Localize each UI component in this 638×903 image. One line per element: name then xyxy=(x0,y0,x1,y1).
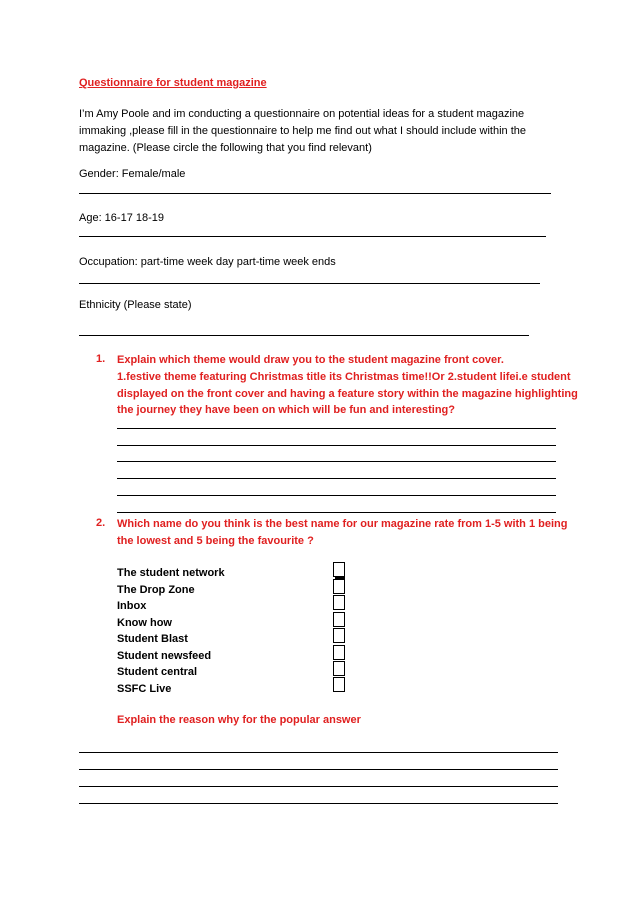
magazine-name-option: Student newsfeed xyxy=(117,650,212,662)
occupation-answer-line[interactable] xyxy=(79,283,540,284)
magazine-name-option: Student Blast xyxy=(117,633,188,645)
occupation-field-label: Occupation: part-time week day part-time week ends xyxy=(79,256,336,268)
question-1-answer-line[interactable] xyxy=(117,478,556,479)
magazine-name-option: The student network xyxy=(117,567,225,579)
magazine-name-option: Know how xyxy=(117,617,172,629)
question-1-answer-line[interactable] xyxy=(117,495,556,496)
question-1-answer-line[interactable] xyxy=(117,512,556,513)
rating-box[interactable] xyxy=(333,677,345,692)
magazine-name-option: SSFC Live xyxy=(117,683,172,695)
question-1-line-1: Explain which theme would draw you to the student magazine front cover. xyxy=(117,354,504,366)
intro-line-1: I’m Amy Poole and im conducting a questionnaire on potential ideas for a student magazine xyxy=(79,108,525,120)
question-1-line-2: 1.festive theme featuring Christmas title its Christmas time!!Or 2.student lifei.e student xyxy=(117,371,571,383)
gender-field-label: Gender: Female/male xyxy=(79,168,186,180)
gender-answer-line[interactable] xyxy=(79,193,551,194)
explain-answer-line[interactable] xyxy=(79,752,558,753)
ethnicity-answer-line[interactable] xyxy=(79,335,529,336)
explain-answer-line[interactable] xyxy=(79,803,558,804)
magazine-name-option: The Drop Zone xyxy=(117,584,195,596)
ethnicity-field-label: Ethnicity (Please state) xyxy=(79,299,192,311)
question-2-explain-prompt: Explain the reason why for the popular answer xyxy=(117,714,361,726)
question-2-line-1: Which name do you think is the best name for our magazine rate from 1-5 with 1 being xyxy=(117,518,568,530)
rating-box[interactable] xyxy=(333,628,345,643)
rating-box[interactable] xyxy=(333,595,345,610)
question-1-answer-line[interactable] xyxy=(117,461,556,462)
question-2-line-2: the lowest and 5 being the favourite ? xyxy=(117,535,314,547)
question-1-line-3: displayed on the front cover and having a feature story within the magazine highlighting xyxy=(117,388,578,400)
rating-box[interactable] xyxy=(333,645,345,660)
explain-answer-line[interactable] xyxy=(79,786,558,787)
rating-box[interactable] xyxy=(333,562,345,577)
magazine-name-option: Student central xyxy=(117,666,198,678)
rating-box[interactable] xyxy=(333,661,345,676)
question-1-answer-line[interactable] xyxy=(117,428,556,429)
rating-box[interactable] xyxy=(333,612,345,627)
question-1-answer-line[interactable] xyxy=(117,445,556,446)
question-1-line-4: the journey they have been on which will be fun and interesting? xyxy=(117,404,455,416)
rating-box[interactable] xyxy=(333,579,345,594)
explain-answer-line[interactable] xyxy=(79,769,558,770)
magazine-name-option: Inbox xyxy=(117,600,147,612)
question-1-number: 1. xyxy=(96,353,106,365)
intro-line-3: magazine. (Please circle the following that you find relevant) xyxy=(79,142,372,154)
age-answer-line[interactable] xyxy=(79,236,546,237)
question-2-number: 2. xyxy=(96,517,106,529)
age-field-label: Age: 16-17 18-19 xyxy=(79,212,165,224)
intro-line-2: immaking ,please fill in the questionnaire to help me find out what I should include within the xyxy=(79,125,526,137)
page-title: Questionnaire for student magazine xyxy=(79,77,267,89)
